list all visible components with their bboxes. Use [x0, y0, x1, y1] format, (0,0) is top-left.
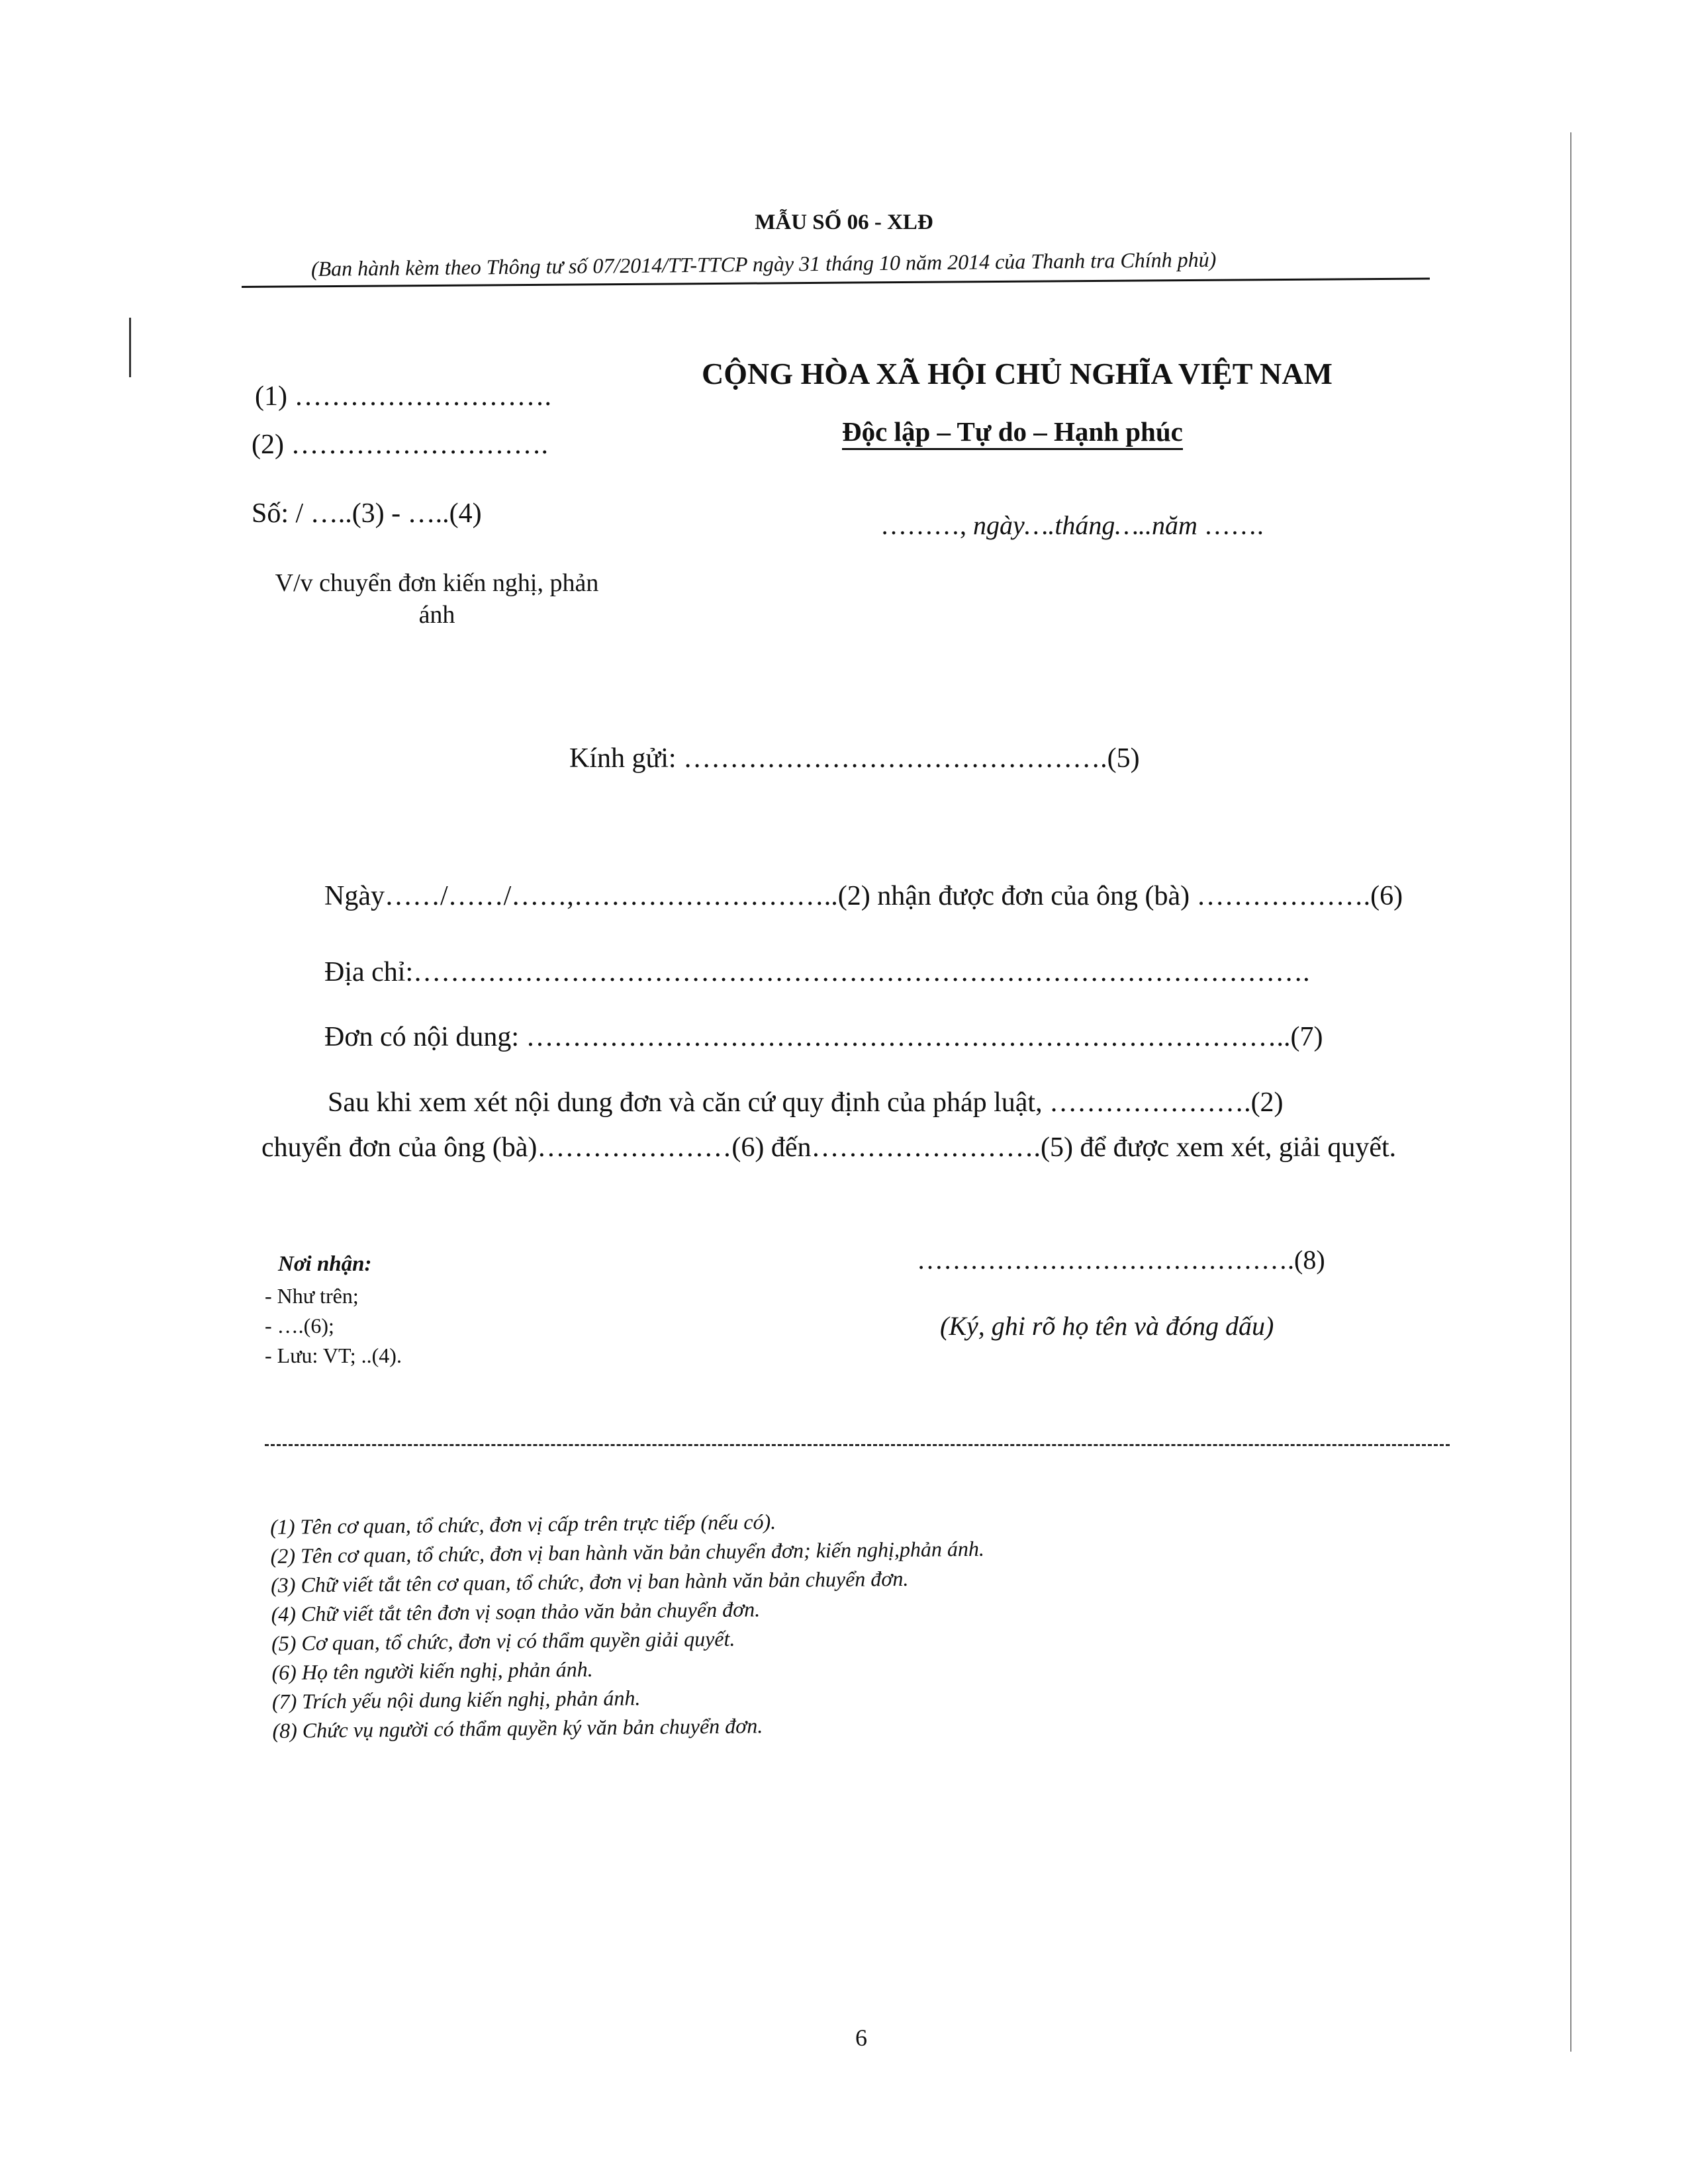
recipient-item: - Như trên;	[265, 1284, 359, 1308]
agency-superior: (1) ……………………….	[255, 381, 551, 412]
address-line: Địa chỉ:…………………………………………………………………………………….	[324, 957, 1310, 987]
recipients-title: Nơi nhận:	[278, 1252, 372, 1276]
document-subject: V/v chuyển đơn kiến nghị, phản ánh	[275, 569, 599, 629]
agency-issuer: (2) ……………………….	[252, 430, 548, 460]
date-text: ngày….tháng…..năm	[973, 510, 1197, 540]
date-prefix: ………,	[880, 510, 973, 540]
footnote-item: (1) Tên cơ quan, tổ chức, đơn vị cấp trên trực tiếp (nếu có).	[270, 1509, 776, 1539]
footnote-item: (5) Cơ quan, tổ chức, đơn vị có thẩm quyền giải quyết.	[271, 1626, 735, 1655]
form-code: MẪU SỐ 06 - XLĐ	[755, 210, 933, 234]
footnote-item: (4) Chữ viết tắt tên đơn vị soạn thảo văn bản chuyển đơn.	[271, 1597, 761, 1626]
after-review-line-2: chuyển đơn của ông (bà)…………………(6) đến…………………….(5) để được xem xét, giải quyết.	[261, 1132, 1397, 1163]
footnote-item: (3) Chữ viết tắt tên cơ quan, tổ chức, đơn vị ban hành văn bản chuyển đơn.	[270, 1566, 909, 1597]
footnote-item: (2) Tên cơ quan, tổ chức, đơn vị ban hành văn bản chuyển đơn; kiến nghị,phản ánh.	[270, 1536, 985, 1568]
scan-edge-left	[129, 318, 131, 377]
footnote-item: (7) Trích yếu nội dung kiến nghị, phản ánh.	[271, 1686, 641, 1713]
received-line: Ngày……/……/……,………………………..(2) nhận được đơn của ông (bà) ……………….(6)	[324, 881, 1403, 911]
place-date-line	[880, 510, 1264, 541]
recipient-item: - ….(6);	[265, 1314, 334, 1338]
recipient-item: - Lưu: VT; ..(4).	[265, 1343, 402, 1367]
footnote-separator	[265, 1444, 1450, 1446]
scan-edge-right	[1570, 132, 1571, 2052]
document-number: Số: / …..(3) - …..(4)	[252, 498, 482, 529]
national-motto: Độc lập – Tự do – Hạnh phúc	[842, 417, 1183, 450]
footnotes	[270, 1505, 986, 1745]
recipient-line: Kính gửi: ……………………………………….(5)	[569, 743, 1140, 774]
footnote-item: (6) Họ tên người kiến nghị, phản ánh.	[271, 1657, 593, 1684]
national-name: CỘNG HÒA XÃ HỘI CHỦ NGHĨA VIỆT NAM	[702, 357, 1333, 390]
footnote-item: (8) Chức vụ người có thẩm quyền ký văn bản chuyển đơn.	[272, 1713, 763, 1743]
content-line: Đơn có nội dung: ………………………………………………………………………..(7)	[324, 1022, 1323, 1052]
signer-title-line: …………………………………….(8)	[917, 1245, 1325, 1275]
date-suffix: …….	[1197, 510, 1264, 540]
page-number: 6	[855, 2025, 867, 2051]
legal-basis: (Ban hành kèm theo Thông tư số 07/2014/TT-TTCP ngày 31 tháng 10 năm 2014 của Thanh tra Chính phủ)	[310, 247, 1217, 281]
after-review-line-1: Sau khi xem xét nội dung đơn và căn cứ quy định của pháp luật, ………………….(2)	[328, 1087, 1284, 1118]
signature-note: (Ký, ghi rõ họ tên và đóng dấu)	[940, 1311, 1274, 1341]
